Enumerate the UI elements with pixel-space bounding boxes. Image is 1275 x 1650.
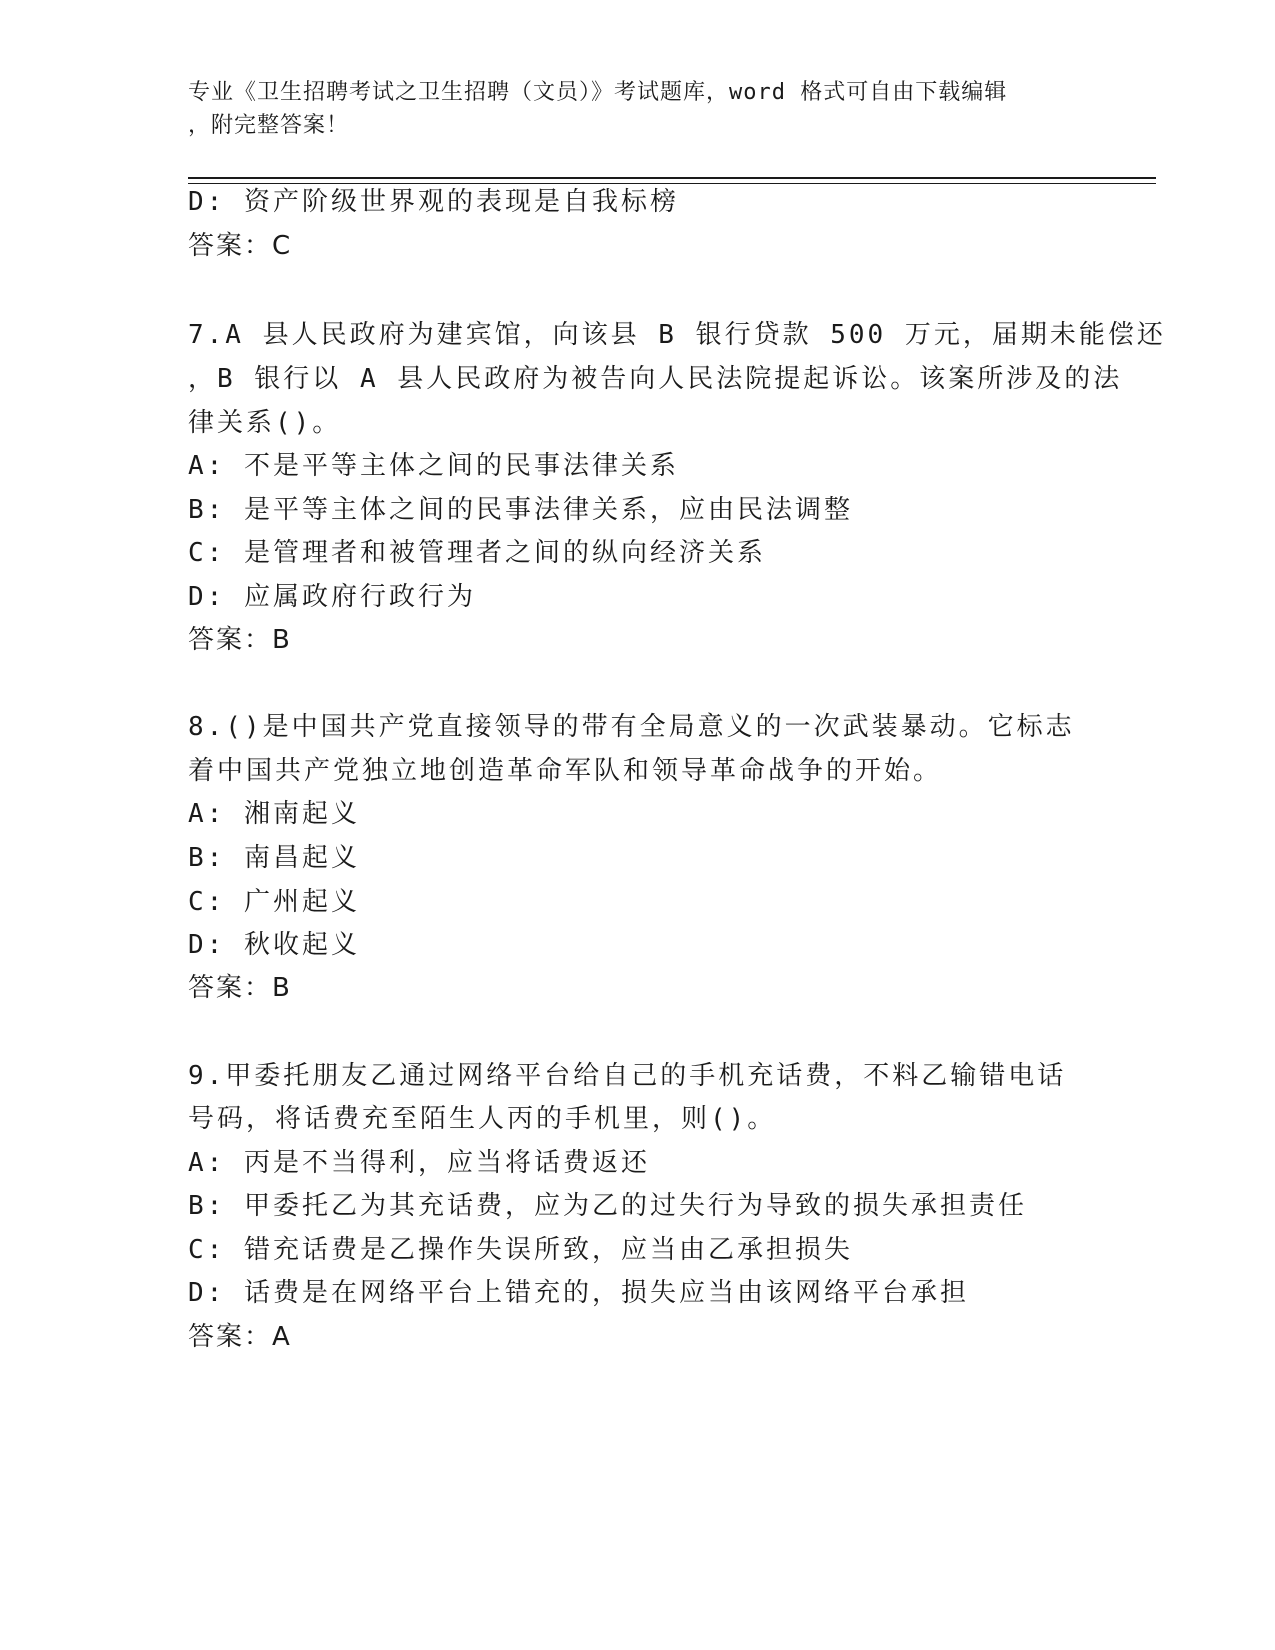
document-header	[188, 76, 1088, 142]
q9-option-d: D: 话费是在网络平台上错充的，损失应当由该网络平台承担	[188, 1278, 969, 1308]
header-line-1: 专业《卫生招聘考试之卫生招聘（文员）》考试题库，word 格式可自由下载编辑	[188, 80, 1008, 105]
q8-option-a: A: 湘南起义	[188, 799, 360, 829]
q8-stem-line-2: 着中国共产党独立地创造革命军队和领导革命战争的开始。	[188, 756, 943, 786]
q9-answer: 答案：A	[188, 1322, 292, 1352]
q8-option-c: C: 广州起义	[188, 887, 360, 917]
q8-option-d: D: 秋收起义	[188, 930, 360, 960]
q7-option-a: A: 不是平等主体之间的民事法律关系	[188, 451, 679, 481]
q7-stem-line-2: ，B 银行以 A 县人民政府为被告向人民法院提起诉讼。该案所涉及的法	[188, 364, 1123, 394]
q9-option-b: B: 甲委托乙为其充话费，应为乙的过失行为导致的损失承担责任	[188, 1191, 1027, 1221]
q9-option-a: A: 丙是不当得利，应当将话费返还	[188, 1148, 650, 1178]
q8-option-b: B: 南昌起义	[188, 843, 360, 873]
q7-stem-line-3: 律关系()。	[188, 408, 342, 438]
q7-option-d: D: 应属政府行政行为	[188, 582, 476, 612]
q8-answer: 答案：B	[188, 973, 292, 1003]
q7-option-c: C: 是管理者和被管理者之间的纵向经济关系	[188, 538, 766, 568]
q8-stem-line-1: 8.()是中国共产党直接领导的带有全局意义的一次武装暴动。它标志	[188, 712, 1075, 742]
prev-answer: 答案：C	[188, 231, 293, 261]
q7-stem-line-1: 7.A 县人民政府为建宾馆，向该县 B 银行贷款 500 万元，届期未能偿还	[188, 320, 1166, 350]
q7-answer: 答案：B	[188, 625, 292, 655]
q9-stem-line-1: 9.甲委托朋友乙通过网络平台给自己的手机充话费，不料乙输错电话	[188, 1061, 1067, 1091]
q9-stem-line-2: 号码，将话费充至陌生人丙的手机里，则()。	[188, 1104, 777, 1134]
header-divider-thick	[188, 177, 1156, 179]
q9-option-c: C: 错充话费是乙操作失误所致，应当由乙承担损失	[188, 1235, 853, 1265]
header-line-2: ，附完整答案！	[188, 113, 350, 138]
prev-option-d: D: 资产阶级世界观的表现是自我标榜	[188, 187, 679, 217]
q7-option-b: B: 是平等主体之间的民事法律关系，应由民法调整	[188, 495, 853, 525]
